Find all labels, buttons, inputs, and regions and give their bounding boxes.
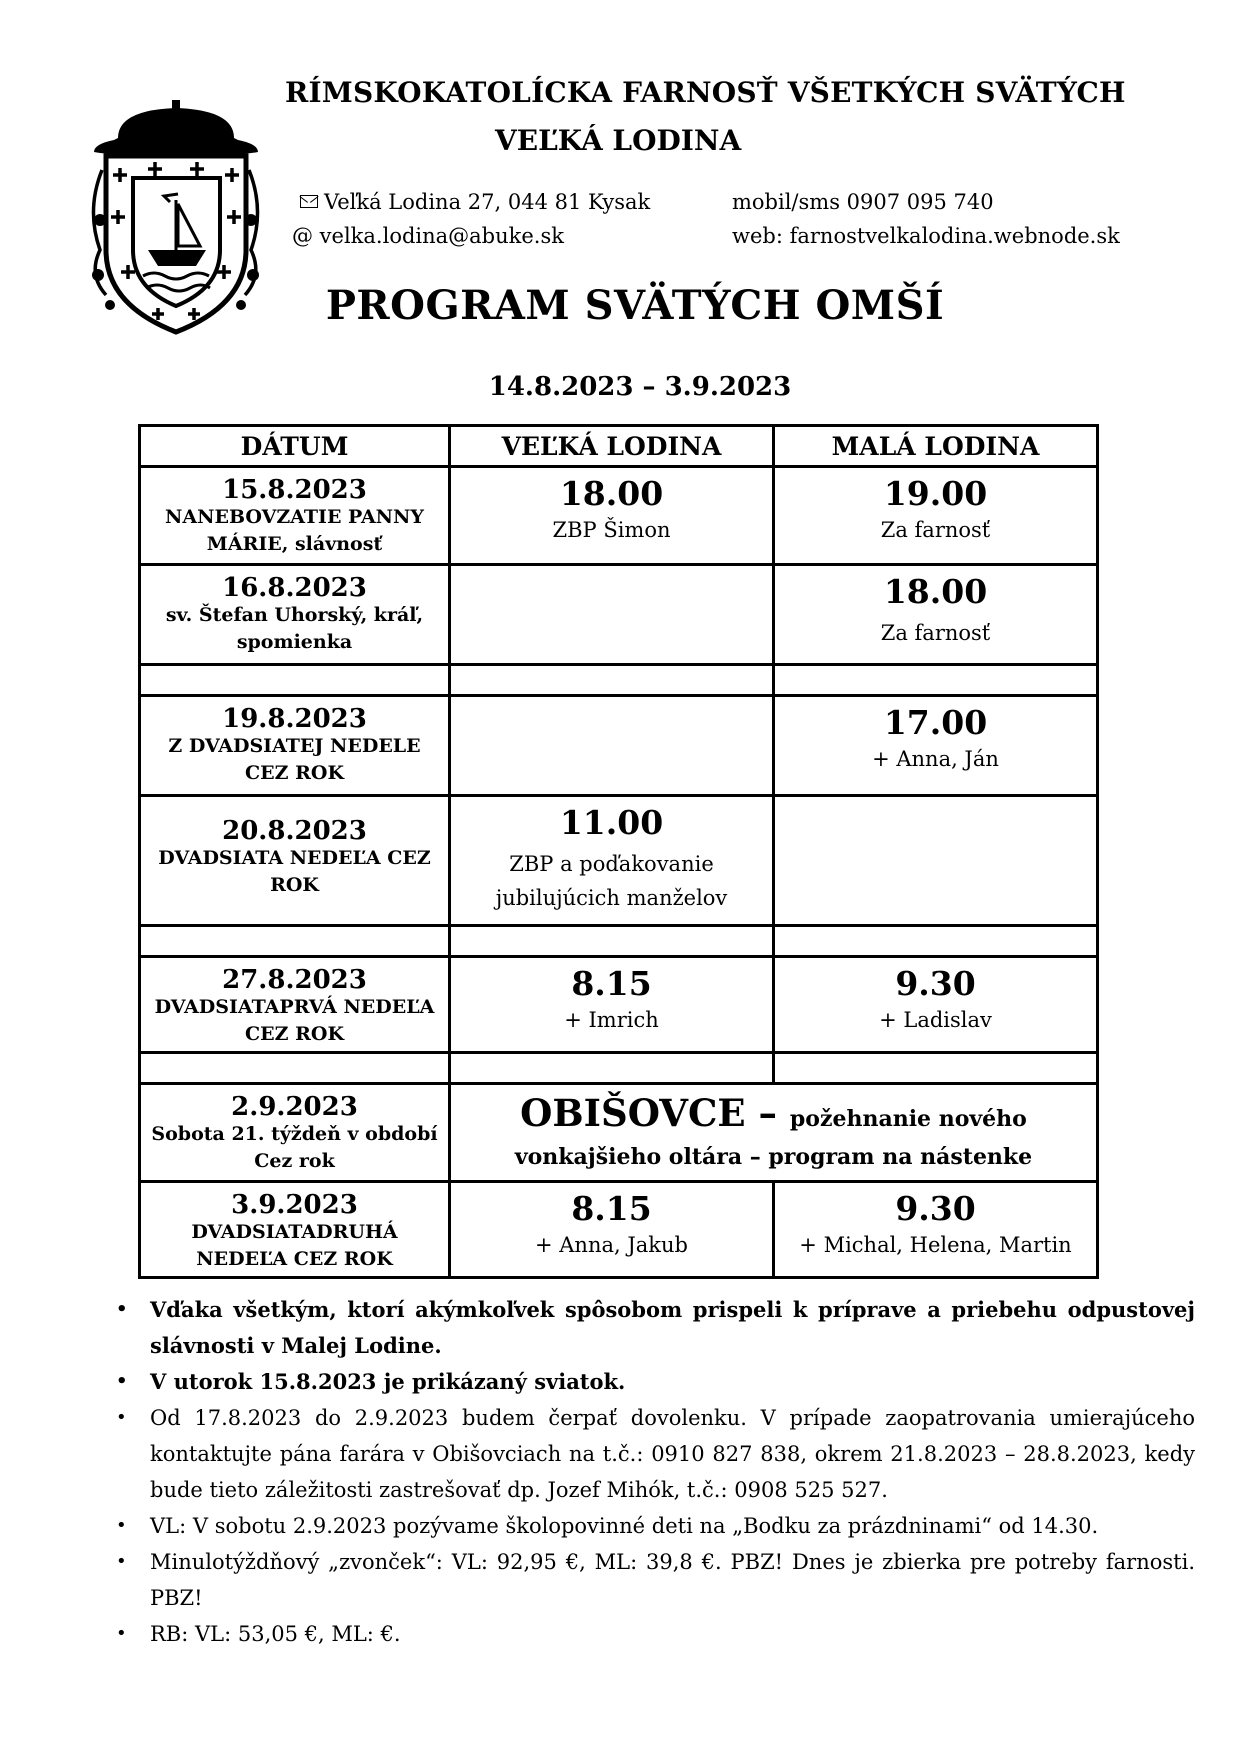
feast: DVADSIATAPRVÁ NEDEĽA CEZ ROK — [154, 996, 435, 1045]
mala-lodina-cell — [774, 565, 1098, 665]
list-item: • Vďaka všetkým, ktorí akýmkoľvek spôsobom prispeli k príprave a priebehu odpustovej slávnosti v Malej Lodine. — [150, 1292, 1195, 1364]
velka-lodina-cell — [450, 696, 774, 796]
table-row — [140, 796, 1098, 926]
website[interactable]: web: farnostvelkalodina.webnode.sk — [732, 224, 1120, 248]
mass-intention: + Imrich — [564, 1008, 659, 1032]
table-header-row — [140, 426, 1098, 467]
mala-lodina-cell — [774, 467, 1098, 565]
email[interactable]: @ velka.lodina@abuke.sk — [292, 224, 564, 248]
mala-lodina-cell — [774, 696, 1098, 796]
mass-time: 18.00 — [559, 474, 664, 513]
date-cell — [140, 1182, 450, 1278]
date-cell — [140, 467, 450, 565]
velka-lodina-cell — [450, 565, 774, 665]
spacer-row — [140, 665, 1098, 696]
column-header-date: DÁTUM — [140, 426, 450, 467]
mass-time: 8.15 — [571, 1189, 652, 1228]
column-header-mala-lodina: MALÁ LODINA — [774, 426, 1098, 467]
mass-time: 9.30 — [895, 964, 976, 1003]
date: 15.8.2023 — [222, 475, 367, 505]
table-row — [140, 467, 1098, 565]
mass-intention: Za farnosť — [880, 518, 991, 542]
event-detail: vonkajšieho oltára – program na nástenke — [514, 1144, 1033, 1170]
mass-intention: ZBP a poďakovanie jubilujúcich manželov — [495, 852, 728, 910]
address — [300, 190, 650, 214]
table-row — [140, 565, 1098, 665]
mass-intention: Za farnosť — [880, 621, 991, 645]
list-item: • V utorok 15.8.2023 je prikázaný sviatok. — [150, 1364, 1195, 1400]
feast: NANEBOVZATIE PANNY MÁRIE, slávnosť — [165, 506, 424, 555]
spacer-row — [140, 1053, 1098, 1084]
date: 3.9.2023 — [231, 1190, 358, 1220]
event-heading — [451, 1085, 1096, 1141]
table-row — [140, 1084, 1098, 1182]
mass-intention: + Anna, Ján — [872, 747, 999, 771]
spacer-row — [140, 926, 1098, 957]
date-cell — [140, 696, 450, 796]
mass-intention: + Anna, Jakub — [535, 1233, 688, 1257]
mass-time: 19.00 — [883, 474, 988, 513]
date: 20.8.2023 — [222, 816, 367, 846]
feast: Sobota 21. týždeň v období Cez rok — [151, 1123, 438, 1172]
velka-lodina-cell — [450, 467, 774, 565]
date: 19.8.2023 — [222, 704, 367, 734]
date: 16.8.2023 — [222, 573, 367, 603]
feast: DVADSIATA NEDEĽA CEZ ROK — [158, 847, 431, 896]
period: 14.8.2023 – 3.9.2023 — [488, 372, 792, 402]
mass-time: 8.15 — [571, 964, 652, 1003]
envelope-icon — [300, 195, 318, 208]
event-cell — [450, 1084, 1098, 1182]
mala-lodina-cell — [774, 1182, 1098, 1278]
feast: DVADSIATADRUHÁ NEDEĽA CEZ ROK — [191, 1221, 398, 1270]
date-cell — [140, 957, 450, 1053]
list-item: • Minulotýždňový „zvonček“: VL: 92,95 €, ML: 39,8 €. PBZ! Dnes je zbierka pre potreby farnosti. PBZ! — [150, 1544, 1195, 1616]
list-item: • VL: V sobotu 2.9.2023 pozývame školopovinné deti na „Bodku za prázdninami“ od 14.30. — [150, 1508, 1195, 1544]
velka-lodina-cell — [450, 957, 774, 1053]
velka-lodina-cell — [450, 796, 774, 926]
event-subtitle: požehnanie nového — [789, 1106, 1027, 1132]
mass-intention: ZBP Šimon — [552, 518, 671, 542]
mass-intention: + Ladislav — [879, 1008, 992, 1032]
feast: Z DVADSIATEJ NEDELE CEZ ROK — [168, 735, 421, 784]
event-place: OBIŠOVCE – — [520, 1091, 778, 1135]
mass-time: 11.00 — [559, 803, 664, 842]
announcements-list — [116, 1292, 1195, 1652]
mass-time: 9.30 — [895, 1189, 976, 1228]
table-row — [140, 957, 1098, 1053]
list-item: • Od 17.8.2023 do 2.9.2023 budem čerpať dovolenku. V prípade zaopatrovania umierajúceho kontaktujte pána farára v Obišovciach na t.č.: 0910 827 838, okrem 21.8.2023 – 28.8.2023, kedy bude tieto záležitosti zastrešovať dp. Jozef Mihók, t.č.: 0908 525 527. — [150, 1400, 1195, 1508]
mass-time: 18.00 — [883, 572, 988, 611]
table-row — [140, 696, 1098, 796]
parish-village: VEĽKÁ LODINA — [495, 124, 742, 157]
page-title: PROGRAM SVÄTÝCH OMŠÍ — [325, 282, 945, 329]
date-cell — [140, 565, 450, 665]
mobile-phone: mobil/sms 0907 095 740 — [732, 190, 994, 214]
mala-lodina-cell — [774, 796, 1098, 926]
date: 2.9.2023 — [231, 1092, 358, 1122]
list-item: • RB: VL: 53,05 €, ML: €. — [150, 1616, 1195, 1652]
date-cell — [140, 1084, 450, 1182]
address-text: Veľká Lodina 27, 044 81 Kysak — [324, 190, 651, 214]
date-cell — [140, 796, 450, 926]
table-row — [140, 1182, 1098, 1278]
mass-schedule-table — [138, 424, 1099, 1279]
velka-lodina-cell — [450, 1182, 774, 1278]
column-header-velka-lodina: VEĽKÁ LODINA — [450, 426, 774, 467]
parish-name: RÍMSKOKATOLÍCKA FARNOSŤ VŠETKÝCH SVÄTÝCH — [285, 76, 1126, 109]
feast: sv. Štefan Uhorský, kráľ, spomienka — [165, 604, 424, 653]
date: 27.8.2023 — [222, 965, 367, 995]
mass-time: 17.00 — [883, 703, 988, 742]
mass-intention: + Michal, Helena, Martin — [799, 1233, 1072, 1257]
mala-lodina-cell — [774, 957, 1098, 1053]
